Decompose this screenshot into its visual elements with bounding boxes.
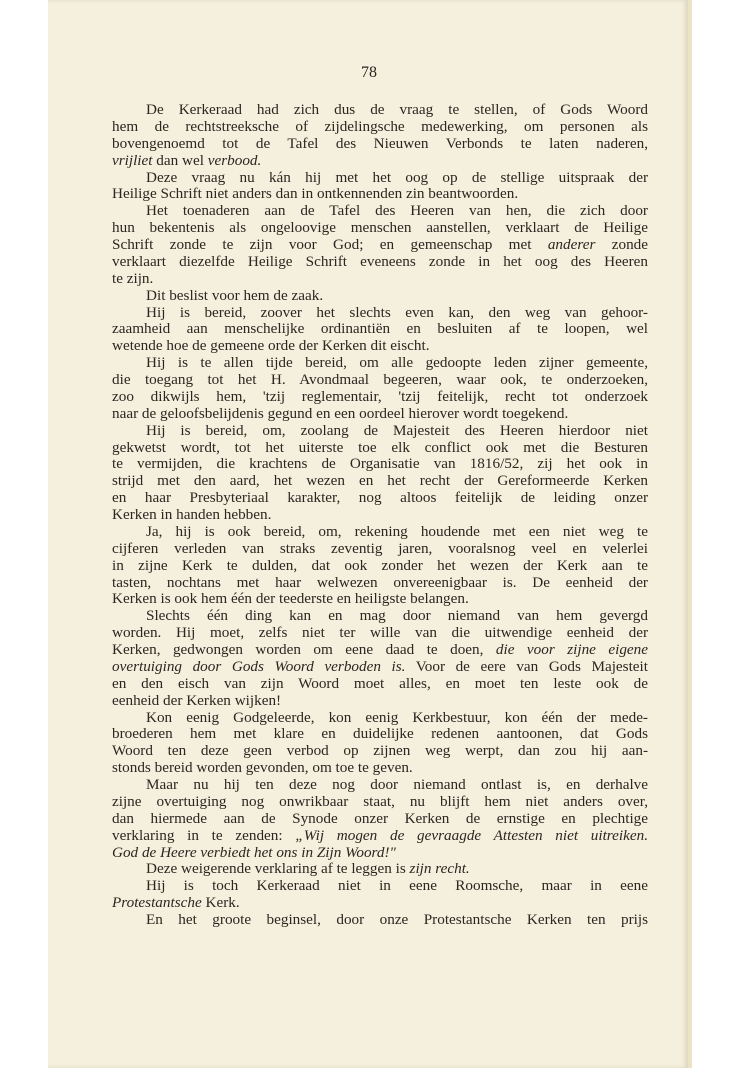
italic-text: God de Heere verbiedt het ons in Zijn Woord!": [112, 843, 396, 861]
text-line: zijne overtuiging nog onwrikbaar staat, nu blijft hem niet anders over,: [112, 792, 648, 810]
italic-text: anderer: [547, 236, 596, 253]
text-line: [112, 659, 648, 676]
text-segment: zonde: [595, 236, 648, 253]
text-line: Heilige Schrift niet anders dan in ontkennenden zin beantwoorden.: [112, 185, 519, 203]
italic-text: zijn recht.: [409, 860, 470, 878]
italic-text: verbood.: [207, 151, 262, 169]
text-line: zoo dikwijls hem, 'tzij reglementair, 'tzij feitelijk, recht tot onderzoek: [112, 387, 648, 405]
italic-text: vrijliet: [112, 151, 153, 169]
text-line: stonds bereid worden gevonden, om toe te geven.: [112, 759, 413, 777]
text-line: zaamheid aan menschelijke ordinantiën en besluiten af te loopen, wel: [112, 320, 648, 338]
text-line: naar de geloofsbelijdenis gegund en een oordeel hierover wordt toegekend.: [112, 404, 569, 422]
text-line: broederen hem met klare en duidelijke redenen aantoonen, dat Gods: [112, 725, 648, 743]
text-line: Kerken in handen hebben.: [112, 506, 272, 523]
text-line: Kon eenig Godgeleerde, kon eenig Kerkbestuur, kon één der mede-: [146, 708, 648, 726]
text-line: die toegang tot het H. Avondmaal begeeren, waar ook, te onderzoeken,: [112, 371, 648, 388]
italic-text: die voor zijne eigene: [495, 641, 648, 658]
body-text: [112, 102, 648, 929]
text-line: [112, 237, 648, 254]
text-segment: Deze weigerende verklaring af te leggen is: [146, 860, 410, 878]
text-line: en den eisch van zijn Woord moet alles, en moet ten leste ook de: [112, 674, 648, 692]
text-line: [112, 895, 648, 912]
text-line: Deze vraag nu kán hij met het oog op de stellige uitspraak der: [146, 168, 648, 186]
text-line: verklaart diezelfde Heilige Schrift eveneens zonde in het oog des Heeren: [112, 252, 648, 270]
text-line: Ja, hij is ook bereid, om, rekening houdende met een niet weg te: [146, 522, 648, 540]
text-line: Woord ten deze geen verbod op zijnen weg werpt, dan zou hij aan-: [112, 742, 648, 760]
text-line: dan hiermede aan de Synode onzer Kerken de ernstige en plechtige: [112, 809, 648, 827]
text-line: worden. Hij moet, zelfs niet ter wille van die uitwendige eenheid der: [112, 624, 648, 642]
text-line: Hij is te allen tijde bereid, om alle gedoopte leden zijner gemeente,: [146, 354, 648, 372]
text-line: Slechts één ding kan en mag door niemand van hem gevergd: [146, 607, 648, 625]
text-line: wetende hoe de gemeene orde der Kerken dit eischt.: [112, 337, 430, 355]
text-line: [112, 153, 648, 170]
italic-text: Protestantsche: [112, 894, 202, 912]
text-line: en haar Presbyteriaal karakter, nog altoos feitelijk de leiding onzer: [112, 489, 648, 507]
text-line: [112, 861, 648, 878]
text-line: Het toenaderen aan de Tafel des Heeren van hen, die zich door: [146, 202, 648, 220]
page-number: 78: [361, 64, 377, 81]
text-line: Dit beslist voor hem de zaak.: [146, 286, 324, 304]
text-line: Hij is bereid, om, zoolang de Majesteit des Heeren hierdoor niet: [146, 421, 648, 439]
text-segment: Kerk.: [201, 894, 240, 912]
text-segment: dan wel: [152, 151, 208, 169]
text-line: [112, 642, 648, 659]
text-line: Hij is toch Kerkeraad niet in eene Roomsche, maar in eene: [146, 877, 648, 895]
text-line: [112, 845, 648, 862]
text-line: Maar nu hij ten deze nog door niemand ontlast is, en derhalve: [146, 776, 648, 793]
text-line: te vermijden, die krachtens de Organisatie van 1816/52, zij het ook in: [112, 455, 648, 473]
text-line: cijferen verleden van straks zeventig jaren, vooralsnog veel en velerlei: [112, 539, 648, 557]
italic-text: „Wij mogen de gevraagde Attesten niet uitreiken.: [295, 826, 648, 844]
text-line: strijd met den aard, het wezen en het recht der Gereformeerde Kerken: [112, 472, 648, 490]
text-segment: Schrift zonde te zijn voor God; en gemeenschap met: [112, 236, 548, 253]
text-line: in zijne Kerk te dulden, dat ook zonder het wezen der Kerk aan te: [112, 556, 648, 574]
text-line: te zijn.: [112, 269, 154, 287]
text-segment: Voor de eere van Gods Majesteit: [405, 657, 648, 675]
text-line: eenheid der Kerken wijken!: [112, 691, 282, 709]
italic-text: overtuiging door Gods Woord verboden is.: [112, 657, 406, 675]
text-segment: Kerken, gedwongen worden om eene daad te doen,: [112, 641, 496, 658]
text-line: bovengenoemd tot de Tafel des Nieuwen Verbonds te laten naderen,: [112, 134, 648, 152]
text-segment: verklaring in te zenden:: [112, 826, 296, 844]
text-line: hun bekentenis als ongeloovige menschen aanstellen, verklaart de Heilige: [112, 219, 648, 237]
text-line: hem de rechtstreeksche of zijdelingsche medewerking, om personen als: [112, 117, 648, 135]
text-line: De Kerkeraad had zich dus de vraag te stellen, of Gods Woord: [146, 101, 648, 118]
page-edge: [688, 0, 692, 1068]
text-line: Hij is bereid, zoover het slechts even kan, den weg van gehoor-: [146, 303, 648, 321]
text-line: tasten, nochtans met haar welwezen onvereenigbaar is. De eenheid der: [112, 573, 648, 591]
text-line: En het groote beginsel, door onze Protestantsche Kerken ten prijs: [146, 911, 648, 928]
text-line: Kerken is ook hem één der teederste en heiligste belangen.: [112, 590, 469, 608]
text-line: [112, 828, 648, 845]
text-line: gekwetst wordt, tot het uiterste toe elk conflict ook met die Besturen: [112, 438, 648, 456]
